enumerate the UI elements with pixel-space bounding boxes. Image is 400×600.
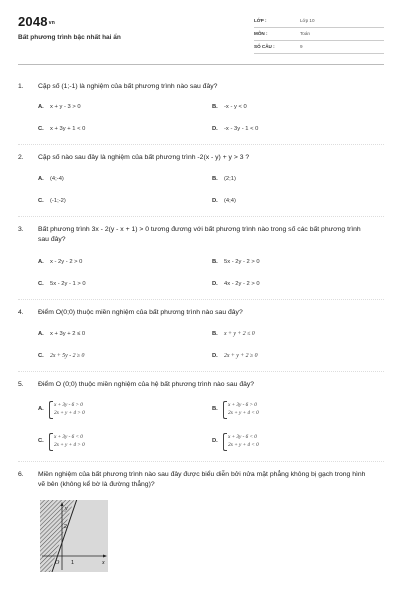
- question-3-option-d[interactable]: D. 4x - 2y - 2 > 0: [212, 281, 260, 287]
- meta-value: 9: [300, 44, 303, 49]
- question-text: Điểm O(0;0) thuộc miền nghiệm của bất phương trình nào sau đây?: [38, 309, 243, 316]
- question-number: 2.: [18, 154, 24, 161]
- worksheet-title: Bất phương trình bậc nhất hai ẩn: [18, 34, 121, 41]
- question-separator: [18, 144, 384, 145]
- question-1-option-d[interactable]: D. -x - 3y - 1 < 0: [212, 126, 259, 132]
- question-text: Cặp số (1;-1) là nghiệm của bất phương trình nào sau đây?: [38, 83, 218, 90]
- worksheet-meta: [254, 16, 384, 55]
- meta-row-subject: [254, 29, 384, 41]
- meta-row-count: [254, 42, 384, 54]
- y-axis-label: y: [65, 506, 68, 512]
- half-plane-graph: [40, 500, 108, 572]
- origin-label: O: [55, 560, 60, 566]
- question-3-option-b[interactable]: B. 5x - 2y - 2 > 0: [212, 259, 260, 265]
- meta-value: Lớp 10: [300, 18, 315, 23]
- question-text: Miền nghiệm của bất phương trình nào sau đây được biểu diễn bởi nửa mặt phẳng không bị gạch trong hình vẽ bên (không kể bờ là đường thẳng)?: [38, 471, 366, 488]
- header-divider: [18, 64, 384, 65]
- question-text: Điểm O (0;0) thuộc miền nghiệm của hệ bất phương trình nào sau đây?: [38, 381, 255, 388]
- y-tick-label: 2: [64, 524, 68, 530]
- question-number: 4.: [18, 309, 24, 316]
- question-separator: [18, 461, 384, 462]
- question-1-option-c[interactable]: C. x + 3y + 1 < 0: [38, 126, 86, 132]
- question-2-option-a[interactable]: A. (4;-4): [38, 176, 64, 182]
- worksheet-page: 2048vn Bất phương trình bậc nhất hai ẩn LỚP : Lớp 10 MÔN : Toán SỐ CÂU : 9 1. Cặp số (1;-1) là nghiệm của bất phương trình nào sau đây? A. x + y - 3 > 0 B. -x - y < 0 C. x + 3y + 1 < 0 D. -x - 3y - 1 < 0 2. Cặp số nào sau đây là nghiệm của bất phương trình -2(x - y) + y > 3 ? A. (4;-4) B. (2;1) C. (-1;-2) D. (4;4) 3. Bất phương trình 3x - 2(y - x + 1) > 0 tương đương với bất phương trình nào trong số các bất phương trình sau đây? A. x - 2y - 2 > 0 B. 5x - 2y - 2 > 0 C. 5x - 2y - 1 > 0 D. 4x - 2y - 2 > 0 4. Điểm O(0;0) thuộc miền nghiệm của bất phương trình nào sau đây? A. x + 3y + 2 ≤ 0 B. x + y + 2 ≤ 0 C. 2x + 5y - 2 ≥ 0 D. 2x + y + 2 ≥ 0 5. Điểm O (0;0) thuộc miền nghiệm của hệ bất phương trình nào sau đây? A. x + 3y - 6 > 0 2x + y + 4 > 0 B. x + 3y - 6 > 0 2x + y + 4 < 0 C. x + 3y - 6 < 0 2x + y + 4 > 0 D. x + 3y - 6 < 0 2x + y + 4 < 0 6. Miền nghiệm của bất phương trình nào sau đây được biểu diễn bởi nửa mặt phẳng không bị gạch trong hình vẽ bên (không kể bờ là đường thẳng)? y x O 2 1: [0, 0, 400, 600]
- question-4-option-a[interactable]: A. x + 3y + 2 ≤ 0: [38, 331, 86, 337]
- question-2-option-c[interactable]: C. (-1;-2): [38, 198, 66, 204]
- question-2-option-d[interactable]: D. (4;4): [212, 198, 236, 204]
- system-brace: [223, 433, 227, 451]
- system-brace: [49, 433, 53, 451]
- system-brace: [223, 401, 227, 419]
- question-3-option-a[interactable]: A. x - 2y - 2 > 0: [38, 259, 83, 265]
- question-separator: [18, 299, 384, 300]
- question-4-option-b[interactable]: B. x + y + 2 ≤ 0: [212, 331, 255, 337]
- worksheet-header: [18, 14, 384, 58]
- question-number: 1.: [18, 83, 24, 90]
- question-2-option-b[interactable]: B. (2;1): [212, 176, 236, 182]
- question-4-option-c[interactable]: C. 2x + 5y - 2 ≥ 0: [38, 353, 85, 359]
- question-separator: [18, 216, 384, 217]
- question-number: 3.: [18, 226, 24, 233]
- question-number: 5.: [18, 381, 24, 388]
- meta-key: LỚP :: [254, 18, 267, 23]
- question-4-option-d[interactable]: D. 2x + y + 2 ≥ 0: [212, 353, 258, 359]
- question-text: Bất phương trình 3x - 2(y - x + 1) > 0 tương đương với bất phương trình nào trong số các bất phương trình sau đây?: [38, 226, 361, 243]
- question-6-graph: [40, 500, 108, 572]
- question-1-option-b[interactable]: B. -x - y < 0: [212, 104, 247, 110]
- question-number: 6.: [18, 471, 24, 478]
- meta-key: SỐ CÂU :: [254, 44, 275, 49]
- question-separator: [18, 371, 384, 372]
- meta-key: MÔN :: [254, 31, 268, 36]
- question-text: Cặp số nào sau đây là nghiệm của bất phương trình -2(x - y) + y > 3 ?: [38, 154, 250, 161]
- x-axis-label: x: [102, 560, 105, 566]
- question-3-option-c[interactable]: C. 5x - 2y - 1 > 0: [38, 281, 86, 287]
- meta-row-class: [254, 16, 384, 28]
- meta-value: Toán: [300, 31, 310, 36]
- system-brace: [49, 401, 53, 419]
- site-logo[interactable]: 2048vn: [18, 14, 55, 29]
- x-tick-label: 1: [71, 560, 75, 566]
- question-1-option-a[interactable]: A. x + y - 3 > 0: [38, 104, 81, 110]
